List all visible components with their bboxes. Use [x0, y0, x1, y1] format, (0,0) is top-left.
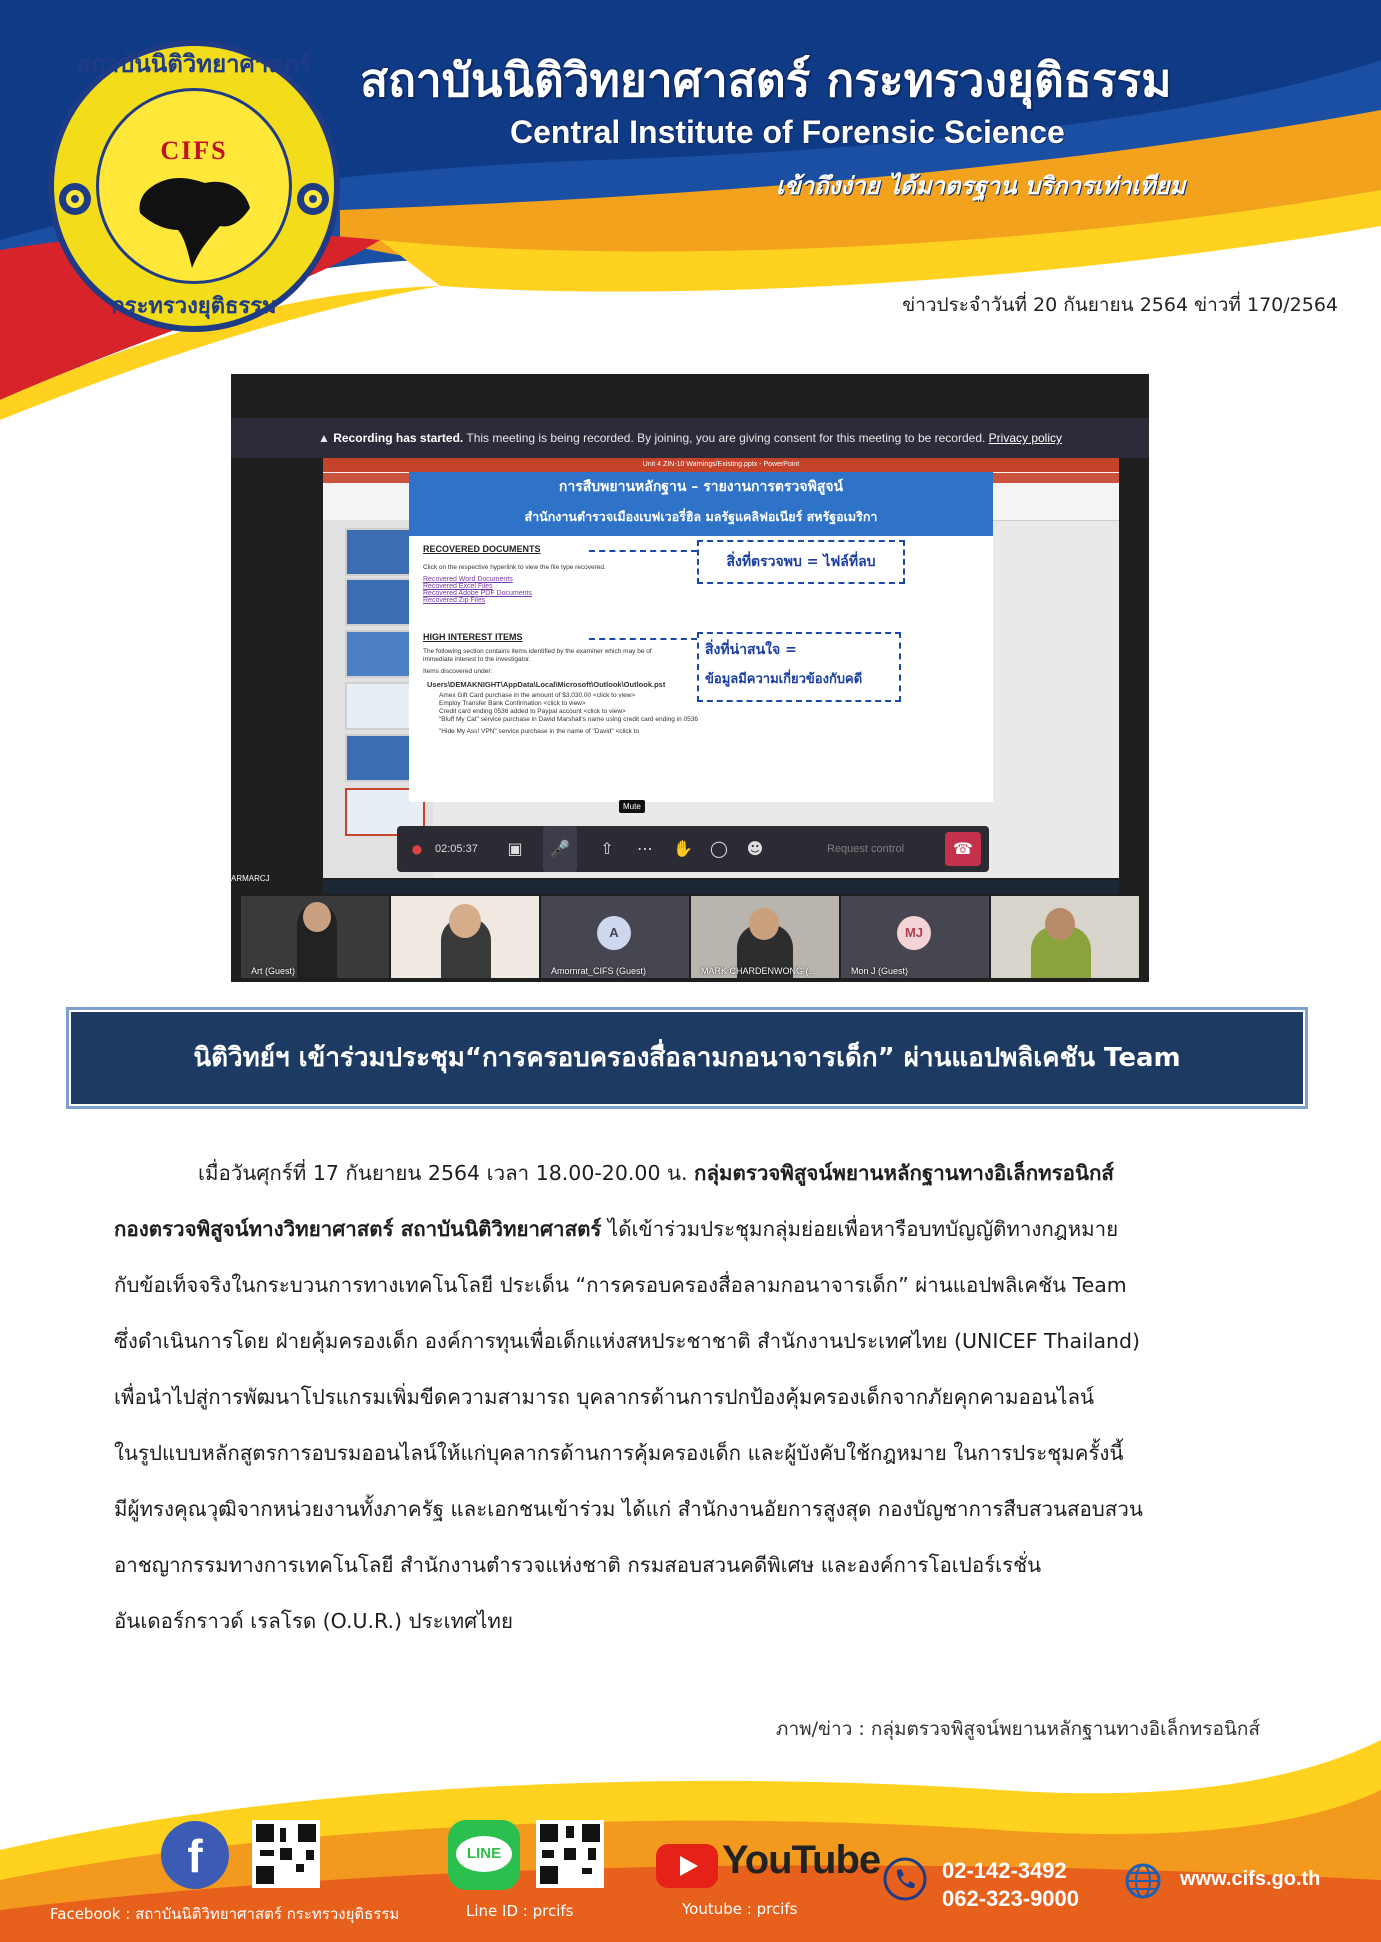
institute-title-thai: สถาบันนิติวิทยาศาสตร์ กระทรวงยุติธรรม: [360, 53, 1172, 107]
hang-up-icon[interactable]: ☎: [945, 832, 981, 866]
recording-banner: [231, 418, 1149, 458]
body-line: ซึ่งดำเนินการโดย ฝ่ายคุ้มครองเด็ก องค์การทุนเพื่อเด็กแห่งสหประชาชาติ สำนักงานประเทศไทย (UNICEF Thailand): [114, 1329, 1141, 1353]
participant-name: MARK CHARDENWONG (...: [701, 966, 817, 976]
interest-heading: HIGH INTEREST ITEMS: [423, 632, 523, 642]
body-line: มีผู้ทรงคุณวุฒิจากหน่วยงานทั้งภาครัฐ และเอกชนเข้าร่วม ได้แก่ สำนักงานอัยการสูงสุด กองบัญชาการสืบสวนสอบสวน: [114, 1497, 1143, 1521]
youtube-wordmark: YouTube: [722, 1838, 881, 1882]
participant-name: Amornrat_CIFS (Guest): [551, 966, 647, 976]
recovered-heading: RECOVERED DOCUMENTS: [423, 544, 541, 554]
mute-tooltip: Mute: [619, 800, 645, 813]
youtube-icon[interactable]: [656, 1844, 718, 1888]
line-qr-code: [536, 1820, 604, 1888]
recovered-link-3[interactable]: Recovered Zip Files: [423, 597, 486, 604]
raise-hand-icon[interactable]: ✋: [673, 839, 693, 858]
body-line: เพื่อนำไปสู่การพัฒนาโปรแกรมเพิ่มขีดความสามารถ บุคลากรด้านการปกป้องคุ้มครองเด็กจากภัยคุกคามออนไลน์: [114, 1385, 1095, 1409]
svg-text:f: f: [187, 1830, 203, 1882]
body-line: ในรูปแบบหลักสูตรการอบรมออนไลน์ให้แก่บุคลากรด้านการคุ้มครองเด็ก และผู้บังคับใช้กฎหมาย ในการประชุมครั้งนี้: [114, 1441, 1124, 1465]
recovered-link-0[interactable]: Recovered Word Documents: [423, 576, 513, 583]
recovered-intro: Click on the respective hyperlink to view the file type recovered.: [423, 564, 606, 571]
facebook-label[interactable]: Facebook : สถาบันนิติวิทยาศาสตร์ กระทรวงยุติธรรม: [50, 1905, 400, 1923]
cifs-logo: [48, 40, 340, 332]
recovered-link-1[interactable]: Recovered Excel Files: [423, 583, 493, 590]
bullet-0: Amex Gift Card purchase in the amount of $3,030.00 <click to view>: [439, 692, 636, 699]
phone-number-1[interactable]: 02-142-3492: [942, 1858, 1067, 1883]
current-slide: [409, 472, 993, 802]
facebook-qr-code: [252, 1820, 320, 1888]
logo-abbr: CIFS: [160, 136, 228, 165]
left-ornament-icon: [56, 180, 94, 218]
windows-taskbar: [323, 880, 1119, 894]
request-control-button[interactable]: Request control: [827, 843, 905, 855]
callout-interest-line-2: ข้อมูลมีความเกี่ยวข้องกับคดี: [705, 672, 863, 687]
line-id-label[interactable]: Line ID : prcifs: [466, 1902, 574, 1920]
share-screen-icon[interactable]: ⇧: [600, 839, 614, 858]
body-line: อาชญากรรมทางการเทคโนโลยี สำนักงานตำรวจแห่งชาติ กรมสอบสวนคดีพิเศษ และองค์การโอเปอร์เรชั่น: [114, 1553, 1042, 1577]
warning-icon: ▲: [317, 431, 330, 445]
slide-title-1: การสืบพยานหลักฐาน – รายงานการตรวจพิสูจน์: [558, 479, 844, 495]
recording-bold: Recording has started.: [333, 431, 464, 445]
youtube-label[interactable]: Youtube : prcifs: [682, 1900, 798, 1918]
thailand-map-icon: [130, 168, 260, 278]
bullet-4: "Hide My Ass! VPN" service purchase in the name of "David" <click to: [439, 728, 640, 735]
bullet-1: Employ Transfer Bank Confirmation <click to view>: [439, 700, 586, 707]
body-text: ได้เข้าร่วมประชุมกลุ่มย่อยเพื่อหารือบทบัญญัติทางกฎหมาย: [601, 1217, 1119, 1241]
line-icon-text: LINE: [456, 1836, 512, 1872]
bullet-3: "Bluff My Cat" service purchase in David Marshall's name using credit card ending in 0536: [439, 716, 699, 723]
chat-icon[interactable]: ◯: [710, 839, 728, 858]
participant-tile[interactable]: [391, 896, 539, 978]
participant-name: Art (Guest): [251, 966, 296, 976]
presenter-label: ARMARCJ: [231, 874, 270, 883]
right-ornament-icon: [294, 180, 332, 218]
slide-header: [409, 472, 993, 536]
participant-tile[interactable]: [241, 896, 389, 978]
powerpoint-titlebar: [323, 458, 1119, 472]
interest-intro-2: immediate interest to the investigator.: [423, 656, 531, 663]
participant-tiles: [241, 896, 1139, 978]
logo-text-top: สถาบันนิติวิทยาศาสตร์: [76, 50, 312, 78]
ppt-title: Unit 4 ZIN-10 Warnings/Existing.pptx - PowerPoint: [642, 461, 800, 468]
participant-tile[interactable]: [841, 896, 989, 978]
globe-icon: [1124, 1862, 1162, 1900]
body-text: เมื่อวันศุกร์ที่ 17 กันยายน 2564 เวลา 18.00-20.00 น.: [198, 1161, 695, 1185]
callout-interest: [697, 632, 901, 702]
items-label: Items discovered under:: [423, 668, 493, 675]
body-line: [114, 1145, 1264, 1201]
photo-news-credit: ภาพ/ข่าว : กลุ่มตรวจพิสูจน์พยานหลักฐานทางอิเล็กทรอนิกส์: [775, 1718, 1260, 1740]
participant-tile[interactable]: [691, 896, 839, 978]
article-body: [114, 1145, 1264, 1649]
institute-slogan: เข้าถึงง่าย ได้มาตรฐาน บริการเท่าเทียม: [776, 172, 1186, 200]
interest-intro-1: The following section contains items identified by the examiner which may be of: [423, 648, 652, 655]
participant-tile[interactable]: [991, 896, 1139, 978]
recovered-link-2[interactable]: Recovered Adobe PDF Documents: [423, 590, 532, 597]
phone-number-2[interactable]: 062-323-9000: [942, 1886, 1080, 1911]
website-link[interactable]: www.cifs.go.th: [1180, 1868, 1321, 1890]
body-bold-text: กลุ่มตรวจพิสูจน์พยานหลักฐานทางอิเล็กทรอนิกส์: [694, 1161, 1114, 1185]
call-timer: 02:05:37: [435, 843, 478, 855]
participants-icon[interactable]: ☻: [746, 839, 764, 858]
callout-interest-line-1: สิ่งที่น่าสนใจ =: [705, 642, 797, 658]
headline: นิติวิทย์ฯ เข้าร่วมประชุม“การครอบครองสื่อลามกอนาจารเด็ก” ผ่านแอปพลิเคชัน Team: [193, 1043, 1181, 1073]
record-icon: ●: [411, 842, 423, 856]
participant-avatar: MJ: [897, 916, 931, 950]
body-bold-text: กองตรวจพิสูจน์ทางวิทยาศาสตร์ สถาบันนิติวิทยาศาสตร์: [114, 1217, 602, 1241]
meeting-screenshot: [231, 374, 1149, 982]
recording-message: This meeting is being recorded. By joining, you are giving consent for this meeting to be recorded.: [463, 431, 989, 445]
line-icon[interactable]: [448, 1820, 520, 1890]
participant-avatar: A: [597, 916, 631, 950]
body-line: [114, 1201, 1264, 1257]
institute-title-english: Central Institute of Forensic Science: [510, 114, 1065, 150]
news-date: ข่าวประจำวันที่ 20 กันยายน 2564 ข่าวที่ 170/2564: [902, 294, 1338, 316]
headline-box: [66, 1007, 1308, 1109]
participant-tile[interactable]: [541, 896, 689, 978]
logo-text-bottom: กระทรวงยุติธรรม: [111, 294, 277, 319]
callout-found: สิ่งที่ตรวจพบ = ไฟล์ที่ลบ: [697, 540, 905, 584]
camera-icon[interactable]: ▣: [507, 839, 523, 858]
body-line: อันเดอร์กราวด์ เรลโรด (O.U.R.) ประเทศไทย: [114, 1609, 513, 1633]
phone-icon: [882, 1856, 928, 1902]
participant-name: Mon J (Guest): [851, 966, 909, 976]
body-line: กับข้อเท็จจริงในกระบวนการทางเทคโนโลยี ประเด็น “การครอบครองสื่อลามกอนาจารเด็ก” ผ่านแอปพลิเคชัน Team: [114, 1273, 1127, 1297]
slide-title-2: สำนักงานตำรวจเมืองเบฟเวอรี่ฮิล มลรัฐแคลิฟอเนียร์ สหรัฐอเมริกา: [524, 509, 878, 524]
microphone-muted-icon[interactable]: 🎤: [543, 826, 577, 872]
facebook-icon[interactable]: [160, 1820, 230, 1890]
privacy-link[interactable]: Privacy policy: [988, 431, 1063, 445]
pst-path: Users\DEMAKNIGHT\AppData\Local\Microsoft\Outlook\Outlook.pst: [427, 680, 666, 689]
more-options-icon[interactable]: ⋯: [637, 839, 653, 858]
teams-call-controls: [397, 826, 989, 872]
bullet-2: Credit card ending 0536 added to Paypal account <click to view>: [439, 708, 626, 715]
